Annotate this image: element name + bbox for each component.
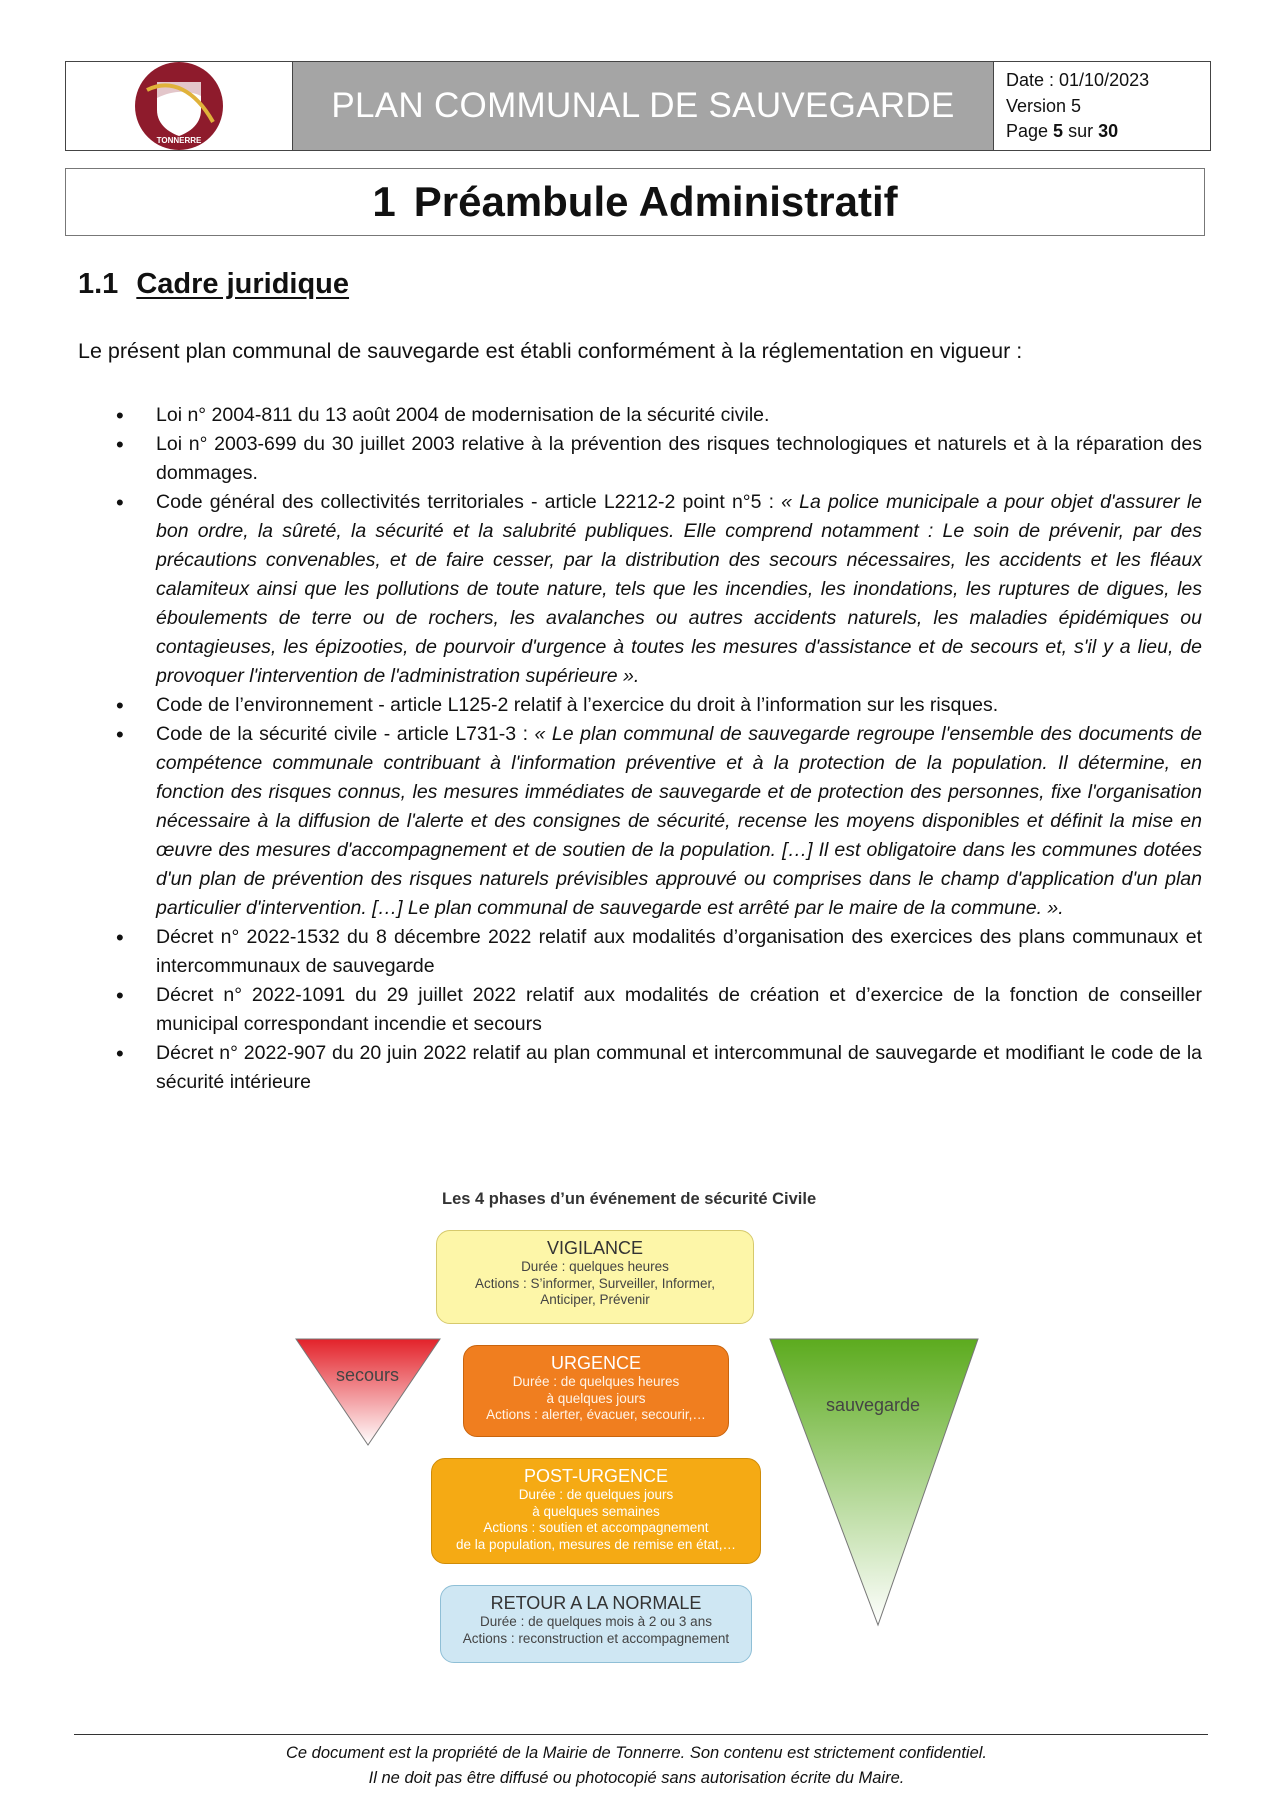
list-item: [78, 488, 1202, 691]
chapter-number: 1: [372, 178, 396, 225]
phase-line: Actions : S’informer, Surveiller, Informer,: [474, 1275, 716, 1291]
bullet-text: Décret n° 2022-1091 du 29 juillet 2022 relatif aux modalités de création et d’exercice de la fonction de conseiller municipal correspondant incendie et secours: [156, 984, 1202, 1035]
sauvegarde-triangle: [768, 1337, 980, 1627]
list-item: [78, 1039, 1202, 1097]
bullet-text: Code général des collectivités territoriales - article L2212-2 point n°5 :: [156, 491, 782, 513]
phase-name: VIGILANCE: [546, 1238, 644, 1258]
list-item: [78, 401, 1202, 430]
sauvegarde-label: sauvegarde: [826, 1395, 921, 1415]
bullet-quote: « Le plan communal de sauvegarde regroupe l'ensemble des documents de compétence communale contribuant à l'information préventive et à la protection de la population. Il détermine, en fonction des risques connus, les mesures immédiates de sauvegarde et de protection des personnes, fixe l'organisation nécessaire à la diffusion de l'alerte et des consignes de sécurité, recense les moyens disponibles et définit la mise en œuvre des mesures d'accompagnement et de soutien de la population. […] Il est obligatoire dans les communes dotées d'un plan de prévention des risques naturels prévisibles approuvé ou comprises dans le champ d'application d'un plan particulier d'intervention. […] Le plan communal de sauvegarde est arrêté par le maire de la commune. ».: [156, 723, 1202, 919]
page-total: 30: [1098, 121, 1119, 141]
section-title: Cadre juridique: [136, 268, 350, 300]
phases-diagram: [0, 1185, 1273, 1665]
diagram-title: Les 4 phases d’un événement de sécurité Civile: [442, 1190, 817, 1208]
phase-line: à quelques semaines: [532, 1503, 660, 1519]
document-date: Date : 01/10/2023: [1006, 70, 1150, 90]
logo-cell: [66, 62, 293, 150]
page-prefix: Page: [1006, 121, 1054, 141]
bullet-text: Code de la sécurité civile - article L731-3 :: [156, 723, 535, 745]
list-item: [78, 430, 1202, 488]
legal-references-list: [78, 401, 1202, 1097]
bullet-text: Décret n° 2022-907 du 20 juin 2022 relatif au plan communal et intercommunal de sauvegarde et modifiant le code de la sécurité intérieure: [156, 1042, 1202, 1093]
phase-post-urgence: [431, 1458, 761, 1564]
page-current: 5: [1053, 121, 1064, 141]
phase-retour-normale: [440, 1585, 752, 1663]
bullet-text: Code de l’environnement - article L125-2 relatif à l’exercice du droit à l’information sur les risques.: [156, 694, 999, 716]
footer-divider: [74, 1734, 1208, 1735]
document-version: Version 5: [1006, 95, 1082, 116]
phase-line: Anticiper, Prévenir: [540, 1292, 650, 1307]
bullet-text: Loi n° 2004-811 du 13 août 2004 de modernisation de la sécurité civile.: [156, 404, 770, 426]
list-item: [78, 720, 1202, 923]
logo-text: TONNERRE: [156, 136, 202, 145]
phase-name: URGENCE: [550, 1353, 641, 1373]
list-item: [78, 691, 1202, 720]
section-number: 1.1: [78, 268, 119, 300]
phase-urgence: [463, 1345, 729, 1437]
phase-line: de la population, mesures de remise en état,…: [456, 1536, 736, 1552]
secours-triangle: [294, 1337, 442, 1447]
list-item: [78, 981, 1202, 1039]
bullet-text: Loi n° 2003-699 du 30 juillet 2003 relative à la prévention des risques technologiques et naturels et à la réparation des dommages.: [156, 433, 1202, 484]
page-mid: sur: [1063, 121, 1099, 141]
phase-line: Actions : reconstruction et accompagnement: [462, 1630, 730, 1646]
phase-line: Durée : quelques heures: [521, 1259, 669, 1274]
section-heading: [78, 268, 349, 301]
bullet-quote: « La police municipale a pour objet d'assurer le bon ordre, la sûreté, la sécurité et la salubrité publiques. Elle comprend notamment : Le soin de prévenir, par des précautions convenables, et de faire cesser, par la distribution des secours nécessaires, les accidents et les fléaux calamiteux ainsi que les pollutions de toute nature, tels que les incendies, les inondations, les ruptures de digues, les éboulements de terre ou de rochers, les avalanches ou autres accidents naturels, les maladies épidémiques ou contagieuses, les épizooties, de pourvoir d'urgence à toutes les mesures d'assistance et de secours et, s'il y a lieu, de provoquer l'intervention de l'administration supérieure ».: [156, 491, 1203, 687]
tonnerre-logo: [133, 60, 225, 152]
bullet-text: Décret n° 2022-1532 du 8 décembre 2022 relatif aux modalités d’organisation des exercices des plans communaux et intercommunaux de sauvegarde: [156, 926, 1202, 977]
secours-label: secours: [336, 1365, 400, 1385]
phase-name: POST-URGENCE: [523, 1466, 669, 1486]
phase-line: Actions : soutien et accompagnement: [483, 1520, 709, 1535]
list-item: [78, 923, 1202, 981]
phase-name: RETOUR A LA NORMALE: [490, 1593, 702, 1613]
phase-line: Durée : de quelques mois à 2 ou 3 ans: [480, 1614, 712, 1629]
phase-vigilance: [436, 1230, 754, 1324]
chapter-title: Préambule Administratif: [413, 178, 898, 225]
document-header: [65, 61, 1211, 151]
phase-line: à quelques jours: [546, 1390, 646, 1406]
footer-line-1: Ce document est la propriété de la Mairie de Tonnerre. Son contenu est strictement confidentiel.: [285, 1744, 988, 1762]
document-meta: [994, 62, 1210, 150]
phase-line: Durée : de quelques jours: [518, 1487, 674, 1502]
section-intro: Le présent plan communal de sauvegarde est établi conformément à la réglementation en vigueur :: [78, 339, 1023, 363]
phase-line: Actions : alerter, évacuer, secourir,…: [486, 1407, 706, 1422]
phase-line: Durée : de quelques heures: [512, 1374, 680, 1389]
footer-line-2: Il ne doit pas être diffusé ou photocopié sans autorisation écrite du Maire.: [368, 1769, 905, 1787]
chapter-heading: [65, 168, 1205, 236]
document-title: PLAN COMMUNAL DE SAUVEGARDE: [293, 62, 994, 150]
page-indicator: [1006, 119, 1198, 145]
